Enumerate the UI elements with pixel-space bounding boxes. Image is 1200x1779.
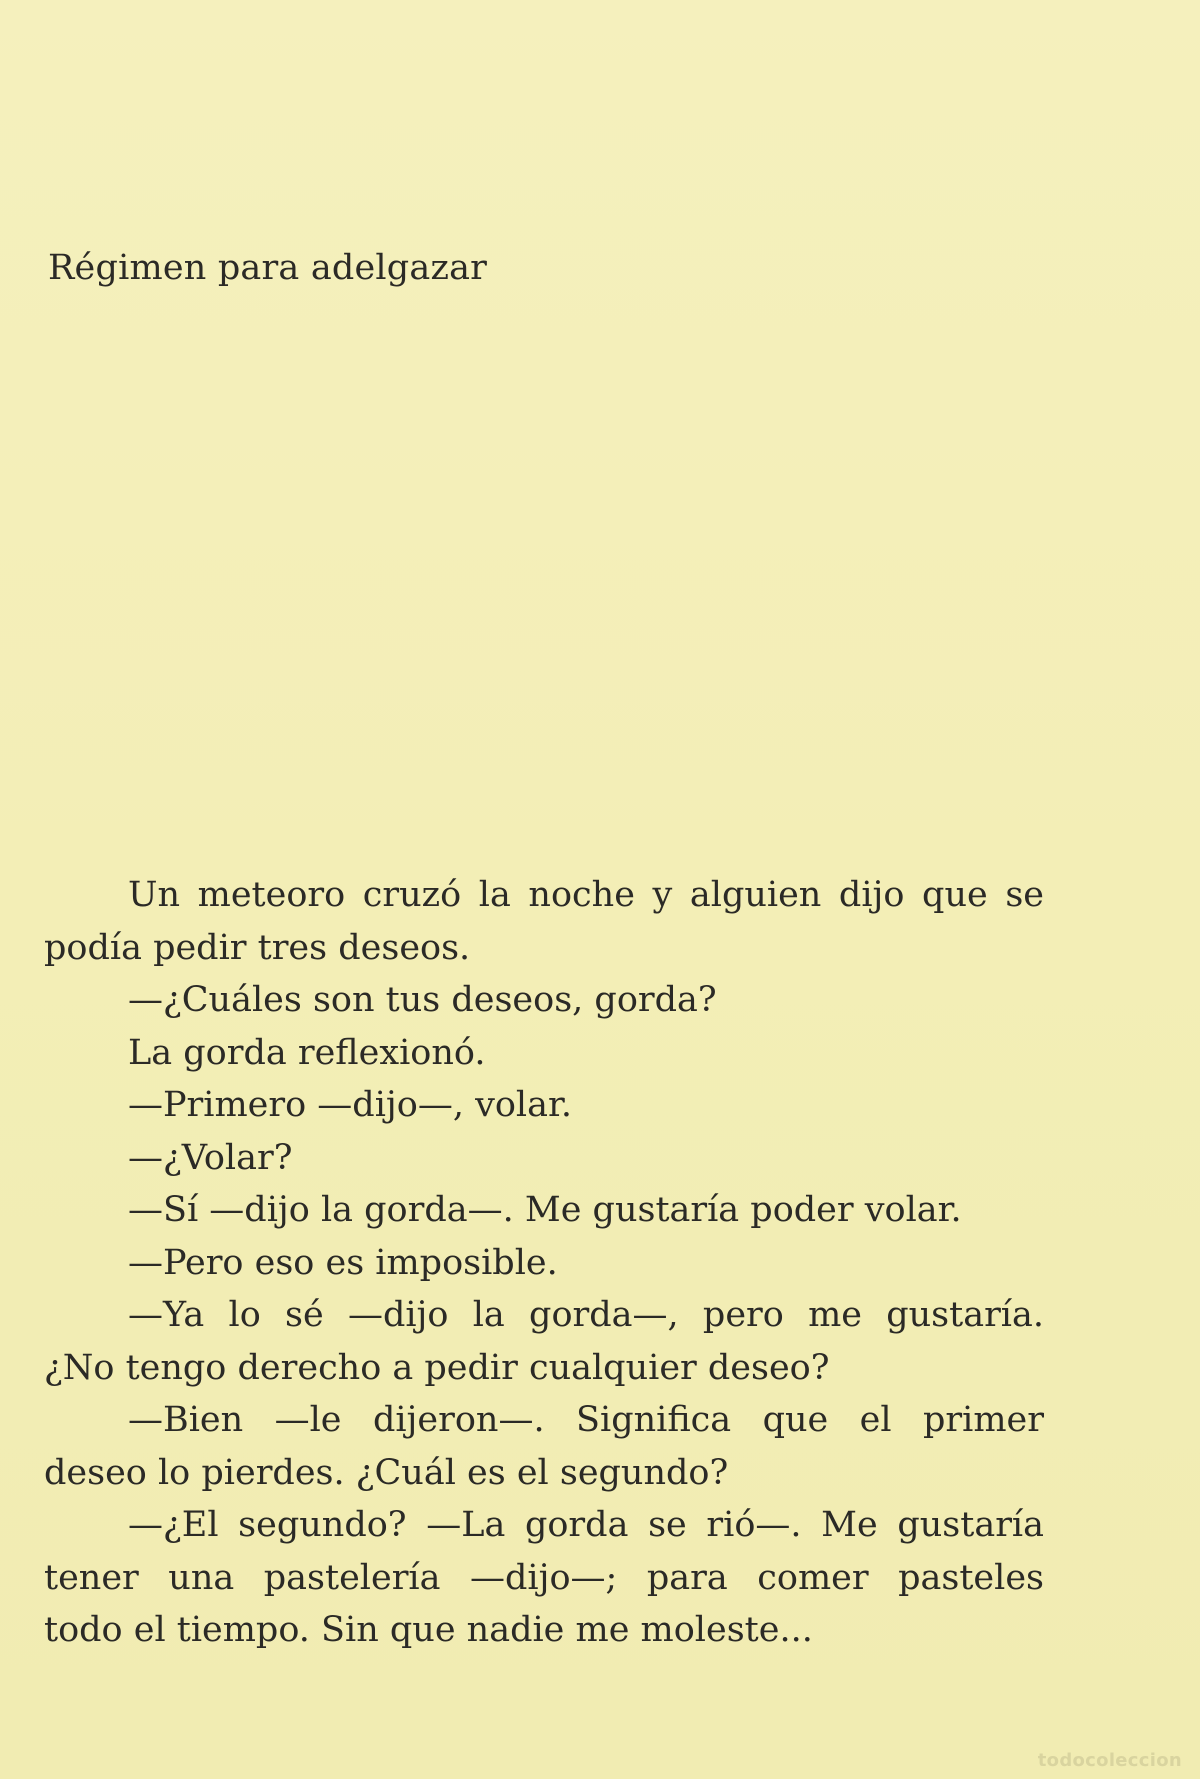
text-line: —Primero —dijo—, volar. xyxy=(128,1085,572,1125)
text-line: La gorda reflexionó. xyxy=(128,1032,486,1073)
text-line: todo el tiempo. Sin que nadie me moleste... xyxy=(44,1610,813,1650)
text-line: —Pero eso es imposible. xyxy=(128,1242,558,1283)
text-line: tener una pastelería —dijo—; para comer pasteles xyxy=(44,1557,1044,1598)
text-line: —¿El segundo? —La gorda se rió—. Me gustaría xyxy=(128,1505,1044,1545)
text-line: —¿Volar? xyxy=(128,1137,293,1178)
text-line: —Bien —le dijeron—. Significa que el primer xyxy=(128,1400,1044,1440)
text-line: podía pedir tres deseos. xyxy=(44,927,471,968)
text-line: —Sí —dijo la gorda—. Me gustaría poder volar. xyxy=(128,1190,962,1230)
chapter-title: Régimen para adelgazar xyxy=(48,248,488,288)
watermark: todocoleccion xyxy=(1037,1750,1182,1771)
text-line: ¿No tengo derecho a pedir cualquier deseo? xyxy=(44,1347,830,1388)
text-line: Un meteoro cruzó la noche y alguien dijo que se xyxy=(128,875,1044,915)
text-line: —¿Cuáles son tus deseos, gorda? xyxy=(128,980,717,1020)
story-text xyxy=(44,869,1044,1657)
text-line: deseo lo pierdes. ¿Cuál es el segundo? xyxy=(44,1452,729,1493)
text-line: —Ya lo sé —dijo la gorda—, pero me gustaría. xyxy=(128,1295,1044,1335)
